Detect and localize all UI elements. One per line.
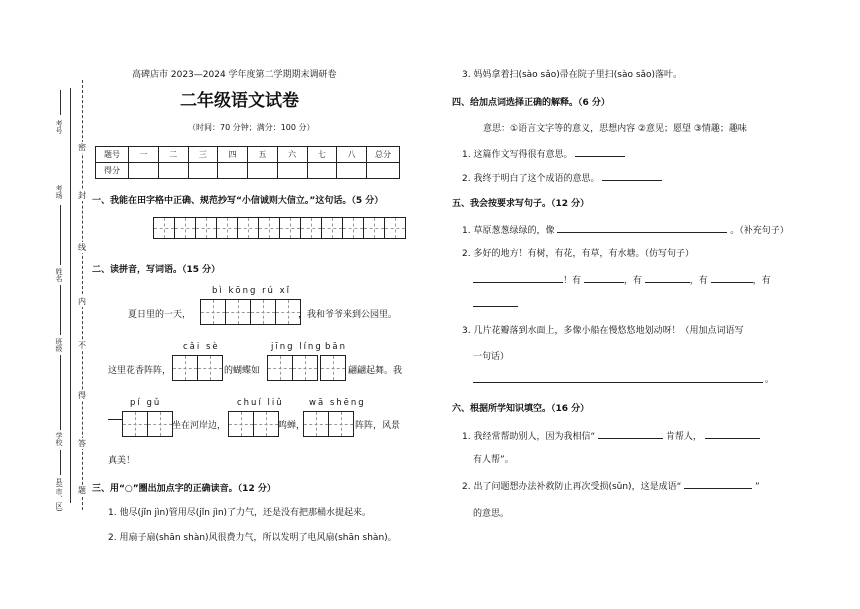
q4-item — [462, 170, 662, 184]
margin-label-xingming: 姓名 — [55, 268, 63, 282]
q2-title: 二、读拼音，写词语。（15 分） — [92, 265, 221, 275]
margin-label-kaochang: 考场 — [55, 185, 63, 199]
q2-answer-grid[interactable] — [122, 411, 173, 437]
q1-title: 一、我能在田字格中正确、规范抄写“小信诚则大信立。”这句话。（5 分） — [92, 196, 384, 206]
q2-answer-grid[interactable] — [320, 355, 346, 381]
seal-char: 不 — [78, 341, 86, 350]
q4-answer-blank[interactable] — [575, 146, 625, 157]
q5-answer-blank[interactable] — [557, 222, 727, 233]
q2-text: 坐在河岸边， — [172, 421, 227, 431]
margin-blank — [60, 450, 61, 475]
exam-subtitle: 高碑店市 2023—2024 学年度第二学期期末调研卷 — [132, 70, 337, 80]
exam-meta: （时间：70 分钟；满分：100 分） — [188, 123, 315, 132]
q2-answer-grid[interactable] — [267, 355, 318, 381]
q5-period: 。 — [765, 375, 775, 385]
score-cell[interactable] — [218, 163, 248, 179]
margin-label-kaohao: 考号 — [55, 120, 63, 134]
q4-options: 意思：①语言文字等的意义，思想内容 ②意见；愿望 ③情趣；趣味 — [483, 124, 747, 134]
q3-item: 1. 他尽(jǐn jìn)管用尽(jǐn jìn)了力气，还是没有把那桶水提起来。 — [108, 508, 372, 518]
score-header-cell: 总分 — [367, 147, 400, 163]
seal-char: 内 — [78, 297, 86, 306]
score-cell[interactable] — [158, 163, 188, 179]
q5-fill-text: ，有 — [623, 276, 642, 286]
q3-item: 2. 用扇子扇(shān shàn)风很费力气，所以发明了电风扇(shān shàn)。 — [108, 533, 397, 543]
margin-solid-line — [70, 88, 71, 503]
q5-fill-text: ，有 — [752, 276, 771, 286]
score-header-cell: 六 — [277, 147, 307, 163]
q4-item-text: 2. 我终于明白了这个成语的意思。 — [462, 174, 600, 184]
margin-blank — [60, 285, 61, 335]
q2-answer-grid[interactable] — [172, 355, 223, 381]
q2-answer-grid[interactable] — [303, 411, 354, 437]
score-cell[interactable] — [337, 163, 367, 179]
q2-pinyin: wā shēng — [309, 398, 366, 408]
seal-char: 答 — [78, 439, 86, 448]
q5-answer-blank[interactable] — [584, 272, 624, 283]
q2-pinyin: pí gǔ — [130, 398, 162, 408]
score-cell[interactable] — [248, 163, 278, 179]
score-header-cell: 一 — [129, 147, 159, 163]
seal-char: 线 — [78, 243, 86, 252]
score-header-cell: 四 — [218, 147, 248, 163]
score-cell[interactable] — [188, 163, 218, 179]
q5-imitation-line — [473, 272, 771, 286]
q6-item-text: ” — [754, 482, 760, 492]
score-header-cell: 五 — [248, 147, 278, 163]
q6-answer-blank[interactable] — [705, 428, 760, 439]
q6-item: 的意思。 — [473, 509, 510, 519]
q2-pinyin: jīng líng — [271, 342, 323, 352]
q6-title: 六、根据所学知识填空。（16 分） — [452, 404, 590, 414]
q2-text: 的蝴蝶如 — [224, 366, 261, 376]
q6-item-text: 2. 出了问题想办法补救防止再次受损(sǔn)，这是成语“ — [462, 482, 682, 492]
score-header-cell: 三 — [188, 147, 218, 163]
q4-item-text: 1. 这篇作文写得很有意思。 — [462, 150, 573, 160]
margin-blank — [60, 90, 61, 115]
q6-item-text: 1. 我经常帮助别人，因为我相信“ — [462, 432, 596, 442]
q2-pinyin: chuí liǔ — [237, 398, 284, 408]
q5-item-text: 1. 草原葱葱绿绿的，像 — [462, 226, 555, 236]
q5-item: 2. 多好的地方！有树，有花，有草，有水塘。（仿写句子） — [462, 249, 694, 259]
q6-item: 有人帮”。 — [473, 455, 514, 465]
q6-item — [462, 478, 760, 492]
q2-text: 夏日里的一天， — [128, 310, 192, 320]
q5-answer-blank[interactable] — [473, 272, 563, 283]
margin-label-xuexiao: 学校 — [55, 432, 63, 446]
q4-item — [462, 146, 625, 160]
q5-answer-blank[interactable] — [711, 272, 753, 283]
q6-item-text: 肯帮人， — [665, 432, 702, 442]
q2-pinyin: bān — [325, 342, 347, 352]
score-cell[interactable] — [277, 163, 307, 179]
q2-answer-grid[interactable] — [228, 411, 279, 437]
q2-text: 这里花香阵阵， — [108, 366, 172, 376]
q2-dash — [108, 419, 122, 420]
q5-answer-line[interactable] — [473, 306, 518, 307]
q2-text: 鸣蝉， — [278, 421, 306, 431]
score-cell[interactable] — [129, 163, 159, 179]
q2-pinyin: cǎi sè — [183, 342, 220, 352]
seal-char: 密 — [78, 143, 86, 152]
seal-char: 题 — [78, 486, 86, 495]
q5-answer-blank[interactable] — [645, 272, 690, 283]
q2-text: 翩翩起舞。我 — [348, 366, 403, 376]
exam-title: 二年级语文试卷 — [180, 91, 299, 111]
score-table-row — [96, 163, 400, 179]
score-table-header-row — [96, 147, 400, 163]
seal-char: 封 — [78, 191, 86, 200]
q4-title: 四、给加点词选择正确的解释。（6 分） — [452, 98, 610, 108]
q5-item: 一句话） — [473, 352, 510, 362]
q2-text: ，我和爷爷来到公园里。 — [298, 310, 398, 320]
score-header-cell: 题号 — [96, 147, 129, 163]
q5-answer-line[interactable] — [473, 382, 763, 383]
q5-fill-text: ！有 — [563, 276, 582, 286]
q1-tianzige-grid[interactable] — [153, 217, 406, 239]
score-cell[interactable] — [367, 163, 400, 179]
score-cell[interactable] — [307, 163, 337, 179]
q2-text: 阵阵，风景 — [355, 421, 401, 431]
score-header-cell: 七 — [307, 147, 337, 163]
q2-pinyin: bì kōng rú xǐ — [212, 286, 292, 296]
margin-label-banji: 班级 — [55, 338, 63, 352]
q2-answer-grid[interactable] — [200, 299, 301, 325]
q3-title: 三、用“○”圈出加点字的正确读音。（12 分） — [92, 484, 276, 494]
q6-item — [462, 428, 760, 442]
margin-blank — [60, 355, 61, 430]
score-table — [95, 146, 400, 179]
q5-title: 五、我会按要求写句子。（12 分） — [452, 199, 590, 209]
q5-item — [462, 222, 789, 236]
margin-blank — [60, 205, 61, 265]
score-row-label: 得分 — [96, 163, 129, 179]
seal-char: 得 — [78, 391, 86, 400]
q6-answer-blank[interactable] — [684, 478, 752, 489]
q3-item: 3. 妈妈拿着扫(sào sǎo)帚在院子里扫(sào sǎo)落叶。 — [462, 70, 683, 80]
q5-item-text: 。（补充句子） — [730, 226, 789, 236]
q4-answer-blank[interactable] — [602, 170, 662, 181]
q6-answer-blank[interactable] — [598, 428, 663, 439]
q2-text: 真美！ — [108, 456, 136, 466]
margin-label-xian: 县(市、区) — [55, 478, 63, 512]
q5-item: 3. 几片花瓣落到水面上，多像小船在慢悠悠地划动呀！（用加点词语写 — [462, 326, 744, 336]
score-header-cell: 二 — [158, 147, 188, 163]
q5-fill-text: ，有 — [689, 276, 708, 286]
score-header-cell: 八 — [337, 147, 367, 163]
